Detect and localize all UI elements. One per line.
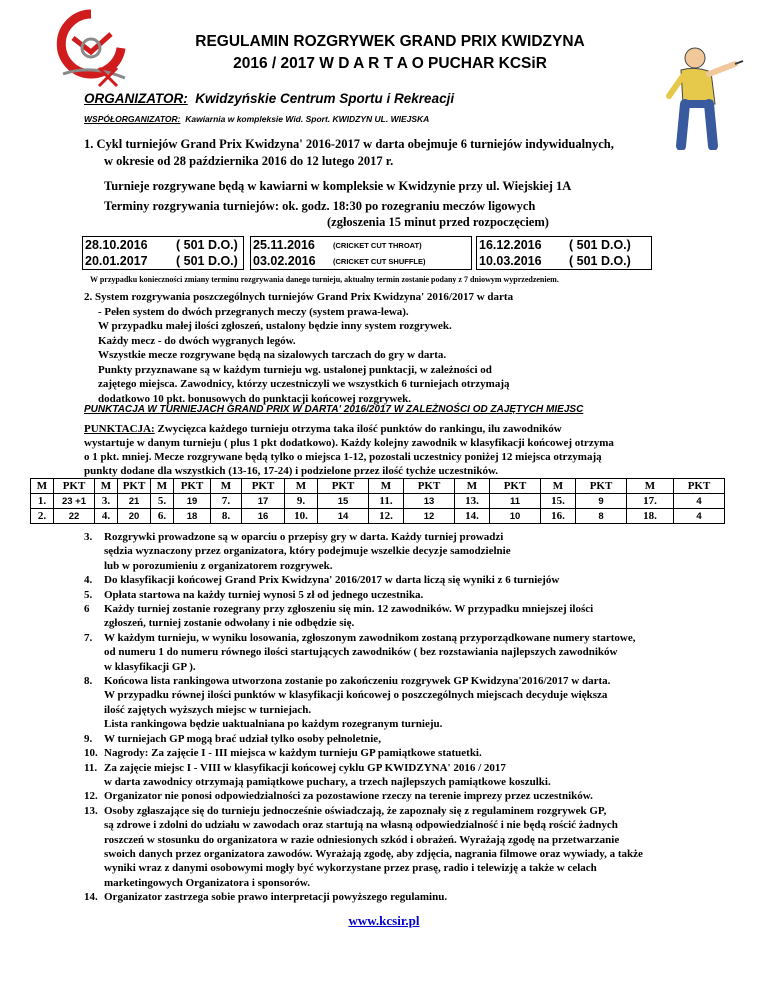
- section1-venue: Turnieje rozgrywane będą w kawiarni w kompleksie w Kwidzynie przy ul. Wiejskiej 1A: [104, 179, 572, 193]
- dates-box-1: [82, 236, 244, 270]
- rule-line: W turniejach GP mogą brać udział tylko osoby pełnoletnie,: [104, 732, 381, 745]
- kcsir-logo: [55, 8, 127, 88]
- place-header: M: [31, 479, 54, 494]
- rule-line: od numeru 1 do numeru równego ilości startujących zawodników ( bez rozstawiania najlepszych zawodników: [104, 646, 618, 659]
- rule-line: Rozgrywki prowadzone są w oparciu o przepisy gry w darta. Każdy turniej prowadzi: [104, 531, 504, 543]
- points-cell: 18: [174, 509, 211, 524]
- rule-number: 5.: [84, 588, 93, 601]
- date: 03.02.2016: [253, 254, 316, 268]
- points-cell: 12: [404, 509, 455, 524]
- place-cell: 8.: [211, 509, 242, 524]
- rule-line: wyniki wraz z danymi osobowymi mogły być wykorzystane przez prasę, radio i telewizję a także w celach: [104, 862, 597, 875]
- rule-line: Końcowa lista rankingowa utworzona zostanie po zakończeniu rozgrywek GP Kwidzyna'2016/2017 w darta.: [104, 675, 611, 688]
- coorganizer-label: WSPÓŁORGANIZATOR:: [84, 114, 181, 124]
- rule-line: sędzia wyznaczony przez organizatora, który podejmuje wszelkie decyzje samodzielnie: [104, 545, 511, 558]
- section1-line2: w okresie od 28 października 2016 do 12 lutego 2017 r.: [104, 154, 394, 168]
- points-cell: 22: [54, 509, 95, 524]
- rule-item: [84, 631, 752, 674]
- section2-line: - Pełen system do dwóch przegranych meczy (system prawa-lewa).: [98, 305, 409, 318]
- rule-line: W każdym turnieju, w wyniku losowania, zgłoszonym zawodnikom zostaną przyporządkowane numery startowe,: [104, 631, 636, 644]
- place-header: M: [151, 479, 174, 494]
- page-title-line1: REGULAMIN ROZGRYWEK GRAND PRIX KWIDZYNA: [195, 33, 585, 50]
- rule-item: [84, 573, 752, 587]
- punktacja-line: punkty dodane dla wszystkich (13-16, 17-24) i podzielone przez ilość tychże uczestników.: [84, 465, 499, 477]
- section2-line: Wszystkie mecze rozgrywane będą na sizalowych tarczach do gry w darta.: [98, 349, 447, 361]
- points-table: [30, 478, 725, 524]
- place-cell: 16.: [541, 509, 576, 524]
- section2-line: 2. System rozgrywania poszczególnych turniejów Grand Prix Kwidzyna' 2016/2017 w darta: [84, 291, 514, 303]
- rule-line: roszczeń w stosunku do organizatora w razie odniesionych szkód i obrażeń. Wyrażają zgodę na przetwarzanie: [104, 833, 620, 846]
- rule-line: swoich danych przez organizatora zawodów. Wyrażają zgodę, aby zdjęcia, nagrania filmowe oraz wywiady, a także: [104, 847, 643, 860]
- date: 25.11.2016: [253, 238, 315, 252]
- rule-line: marketingowych Organizatora i sponsorów.: [104, 876, 310, 889]
- date: 16.12.2016: [479, 238, 542, 252]
- dart-player-illustration: [655, 42, 745, 150]
- points-cell: 8: [576, 509, 627, 524]
- rule-number: 9.: [84, 732, 93, 745]
- date: 20.01.2017: [85, 254, 148, 268]
- place-cell: 4.: [95, 509, 118, 524]
- rule-line: zgłoszeń, turniej zostanie odwołany i nie odbędzie się.: [104, 617, 355, 630]
- rule-number: 7.: [84, 631, 93, 644]
- points-cell: 10: [490, 509, 541, 524]
- scoring-heading: PUNKTACJA W TURNIEJACH GRAND PRIX W DARTA' 2016/2017 W ZALEŻNOŚCI OD ZAJĘTYCH MIEJSC: [84, 404, 584, 415]
- dates-box-3: [476, 236, 652, 270]
- place-cell: 13.: [455, 494, 490, 509]
- place-header: M: [95, 479, 118, 494]
- points-cell: 19: [174, 494, 211, 509]
- place-cell: 11.: [369, 494, 404, 509]
- page-title-line2: 2016 / 2017 W D A R T A O PUCHAR KCSiR: [233, 55, 547, 72]
- date: 28.10.2016: [85, 238, 148, 252]
- date: 10.03.2016: [479, 254, 542, 268]
- place-cell: 15.: [541, 494, 576, 509]
- place-cell: 5.: [151, 494, 174, 509]
- punktacja-line: wystartuje w danym turnieju ( plus 1 pkt dodatkowo). Każdy kolejny zawodnik w klasyfikacji końcowej otrzyma: [84, 437, 614, 449]
- punktacja-line: Zwycięzca każdego turnieju otrzyma taka ilość punktów do rankingu, ilu zawodników: [154, 423, 562, 435]
- points-header: PKT: [490, 479, 541, 494]
- rule-number: 6: [84, 603, 90, 616]
- rule-item: [84, 674, 752, 732]
- section2: [84, 290, 744, 406]
- rules-list: [84, 530, 752, 905]
- points-cell: 15: [318, 494, 369, 509]
- rule-item: [84, 746, 752, 760]
- rule-number: 14.: [84, 891, 98, 904]
- schedule-change-notice: W przypadku konieczności zmiany terminu rozgrywania danego turnieju, aktualny termin zostanie podany z 7 dniowym wyprzedzeniem.: [90, 275, 559, 284]
- place-cell: 18.: [627, 509, 674, 524]
- section2-line: zajętego miejsca. Zawodnicy, którzy uczestniczyli we wszystkich 6 turniejach otrzymają: [98, 378, 510, 390]
- place-cell: 12.: [369, 509, 404, 524]
- place-header: M: [285, 479, 318, 494]
- place-cell: 17.: [627, 494, 674, 509]
- points-header: PKT: [674, 479, 725, 494]
- punktacja-line: o 1 pkt. mniej. Mecze rozgrywane będą tylko o miejsca 1-12, pozostali uczestnicy poniżej 12 miejsca otrzymają: [84, 451, 602, 463]
- points-cell: 4: [674, 509, 725, 524]
- date-format: ( 501 D.O.): [569, 238, 631, 252]
- coorganizer-name: Kawiarnia w kompleksie Wid. Sport. KWIDZYN UL. WIEJSKA: [185, 114, 430, 124]
- points-cell: 9: [576, 494, 627, 509]
- rule-line: w darta zawodnicy otrzymają pamiątkowe puchary, a trzech najlepszych pamiątkowe koszulki.: [104, 775, 551, 788]
- place-cell: 2.: [31, 509, 54, 524]
- place-cell: 10.: [285, 509, 318, 524]
- rule-number: 12.: [84, 790, 98, 803]
- points-cell: 17: [242, 494, 285, 509]
- date-format: ( 501 D.O.): [176, 238, 238, 252]
- rule-line: Do klasyfikacji końcowej Grand Prix Kwidzyna' 2016/2017 w darta liczą się wyniki z 6 turniejów: [104, 574, 560, 587]
- points-cell: 20: [118, 509, 151, 524]
- points-header: PKT: [404, 479, 455, 494]
- rule-line: Za zajęcie miejsc I - VIII w klasyfikacji końcowej cyklu GP KWIDZYNA' 2016 / 2017: [104, 761, 506, 774]
- rule-line: Osoby zgłaszające się do turnieju jednocześnie oświadczają, że zapoznały się z regulaminem rozgrywek GP,: [104, 804, 607, 817]
- points-cell: 4: [674, 494, 725, 509]
- points-cell: 21: [118, 494, 151, 509]
- organizer-label: ORGANIZATOR:: [84, 91, 188, 106]
- rule-item: [84, 732, 752, 746]
- rule-line: w klasyfikacji GP ).: [104, 660, 196, 673]
- rule-number: 4.: [84, 574, 93, 587]
- rule-item: [84, 602, 752, 631]
- rule-line: Organizator nie ponosi odpowiedzialności za pozostawione rzeczy na terenie imprezy przez uczestników.: [104, 790, 593, 803]
- table-row: [31, 494, 725, 509]
- section2-line: Każdy mecz - do dwóch wygranych legów.: [98, 334, 296, 347]
- place-cell: 6.: [151, 509, 174, 524]
- points-header: PKT: [54, 479, 95, 494]
- rule-item: [84, 890, 752, 904]
- rule-item: [84, 789, 752, 803]
- rule-item: [84, 804, 752, 890]
- points-header: PKT: [576, 479, 627, 494]
- rule-line: ilość zajętych wyższych miejsc w turniejach.: [104, 703, 312, 716]
- place-header: M: [369, 479, 404, 494]
- organizer: [84, 91, 454, 106]
- section1-times: Terminy rozgrywania turniejów: ok. godz. 18:30 po rozegraniu meczów ligowych: [104, 199, 536, 213]
- points-header: PKT: [118, 479, 151, 494]
- place-header: M: [455, 479, 490, 494]
- section1-line1: 1. Cykl turniejów Grand Prix Kwidzyna' 2016-2017 w darta obejmuje 6 turniejów indywidualnych,: [84, 137, 614, 151]
- table-header-row: [31, 479, 725, 494]
- points-cell: 11: [490, 494, 541, 509]
- punktacja: [84, 422, 752, 478]
- place-cell: 9.: [285, 494, 318, 509]
- points-header: PKT: [174, 479, 211, 494]
- rule-number: 11.: [84, 761, 98, 774]
- dates-box-2: [250, 236, 472, 270]
- table-row: [31, 509, 725, 524]
- section2-line: Punkty przyznawane są w każdym turnieju wg. ustalonej punktacji, w zależności od: [98, 363, 492, 376]
- rule-item: [84, 761, 752, 790]
- points-cell: 14: [318, 509, 369, 524]
- rule-item: [84, 530, 752, 573]
- points-cell: 16: [242, 509, 285, 524]
- date-format: ( 501 D.O.): [176, 254, 238, 268]
- rule-number: 13.: [84, 804, 98, 817]
- place-cell: 3.: [95, 494, 118, 509]
- section2-line: W przypadku małej ilości zgłoszeń, ustalony będzie inny system rozgrywek.: [98, 320, 452, 332]
- punktacja-label: PUNKTACJA:: [84, 423, 155, 435]
- rule-item: [84, 588, 752, 602]
- rule-line: Każdy turniej zostanie rozegrany przy zgłoszeniu się min. 12 zawodników. W przypadku mniejszej ilości: [104, 603, 594, 616]
- place-header: M: [541, 479, 576, 494]
- place-header: M: [211, 479, 242, 494]
- rule-number: 10.: [84, 747, 98, 760]
- organizer-name: Kwidzyńskie Centrum Sportu i Rekreacji: [195, 91, 455, 106]
- website-link[interactable]: www.kcsir.pl: [348, 913, 420, 928]
- rule-line: Nagrody: Za zajęcie I - III miejsca w każdym turnieju GP pamiątkowe statuetki.: [104, 747, 482, 760]
- rule-number: 3.: [84, 531, 93, 543]
- points-header: PKT: [242, 479, 285, 494]
- points-header: PKT: [318, 479, 369, 494]
- points-cell: 13: [404, 494, 455, 509]
- coorganizer: [84, 114, 429, 124]
- place-cell: 7.: [211, 494, 242, 509]
- place-cell: 1.: [31, 494, 54, 509]
- rule-line: Lista rankingowa będzie uaktualniana po każdym rozegranym turnieju.: [104, 718, 443, 731]
- place-cell: 14.: [455, 509, 490, 524]
- rule-line: W przypadku równej ilości punktów w klasyfikacji końcowej o poszczególnych miejscach decyduje większa: [104, 689, 608, 702]
- section1-registration: (zgłoszenia 15 minut przed rozpoczęciem): [327, 215, 549, 229]
- rule-line: są zdrowe i zdolni do udziału w zawodach oraz startują na własną odpowiedzialność i nie będą rościć żadnych: [104, 819, 618, 832]
- rule-number: 8.: [84, 675, 93, 688]
- date-format: ( 501 D.O.): [569, 254, 631, 268]
- rule-line: Opłata startowa na każdy turniej wynosi 5 zł od jednego uczestnika.: [104, 588, 424, 601]
- date-format: (CRICKET CUT SHUFFLE): [333, 257, 426, 266]
- rule-line: lub w porozumieniu z organizatorem rozgrywek.: [104, 559, 333, 572]
- date-format: (CRICKET CUT THROAT): [333, 241, 422, 250]
- points-cell: 23 +1: [54, 494, 95, 509]
- section2-line: dodatkowo 10 pkt. bonusowych do punktacji końcowej rozgrywek.: [98, 392, 412, 405]
- rule-line: Organizator zastrzega sobie prawo interpretacji powyższego regulaminu.: [104, 891, 448, 904]
- place-header: M: [627, 479, 674, 494]
